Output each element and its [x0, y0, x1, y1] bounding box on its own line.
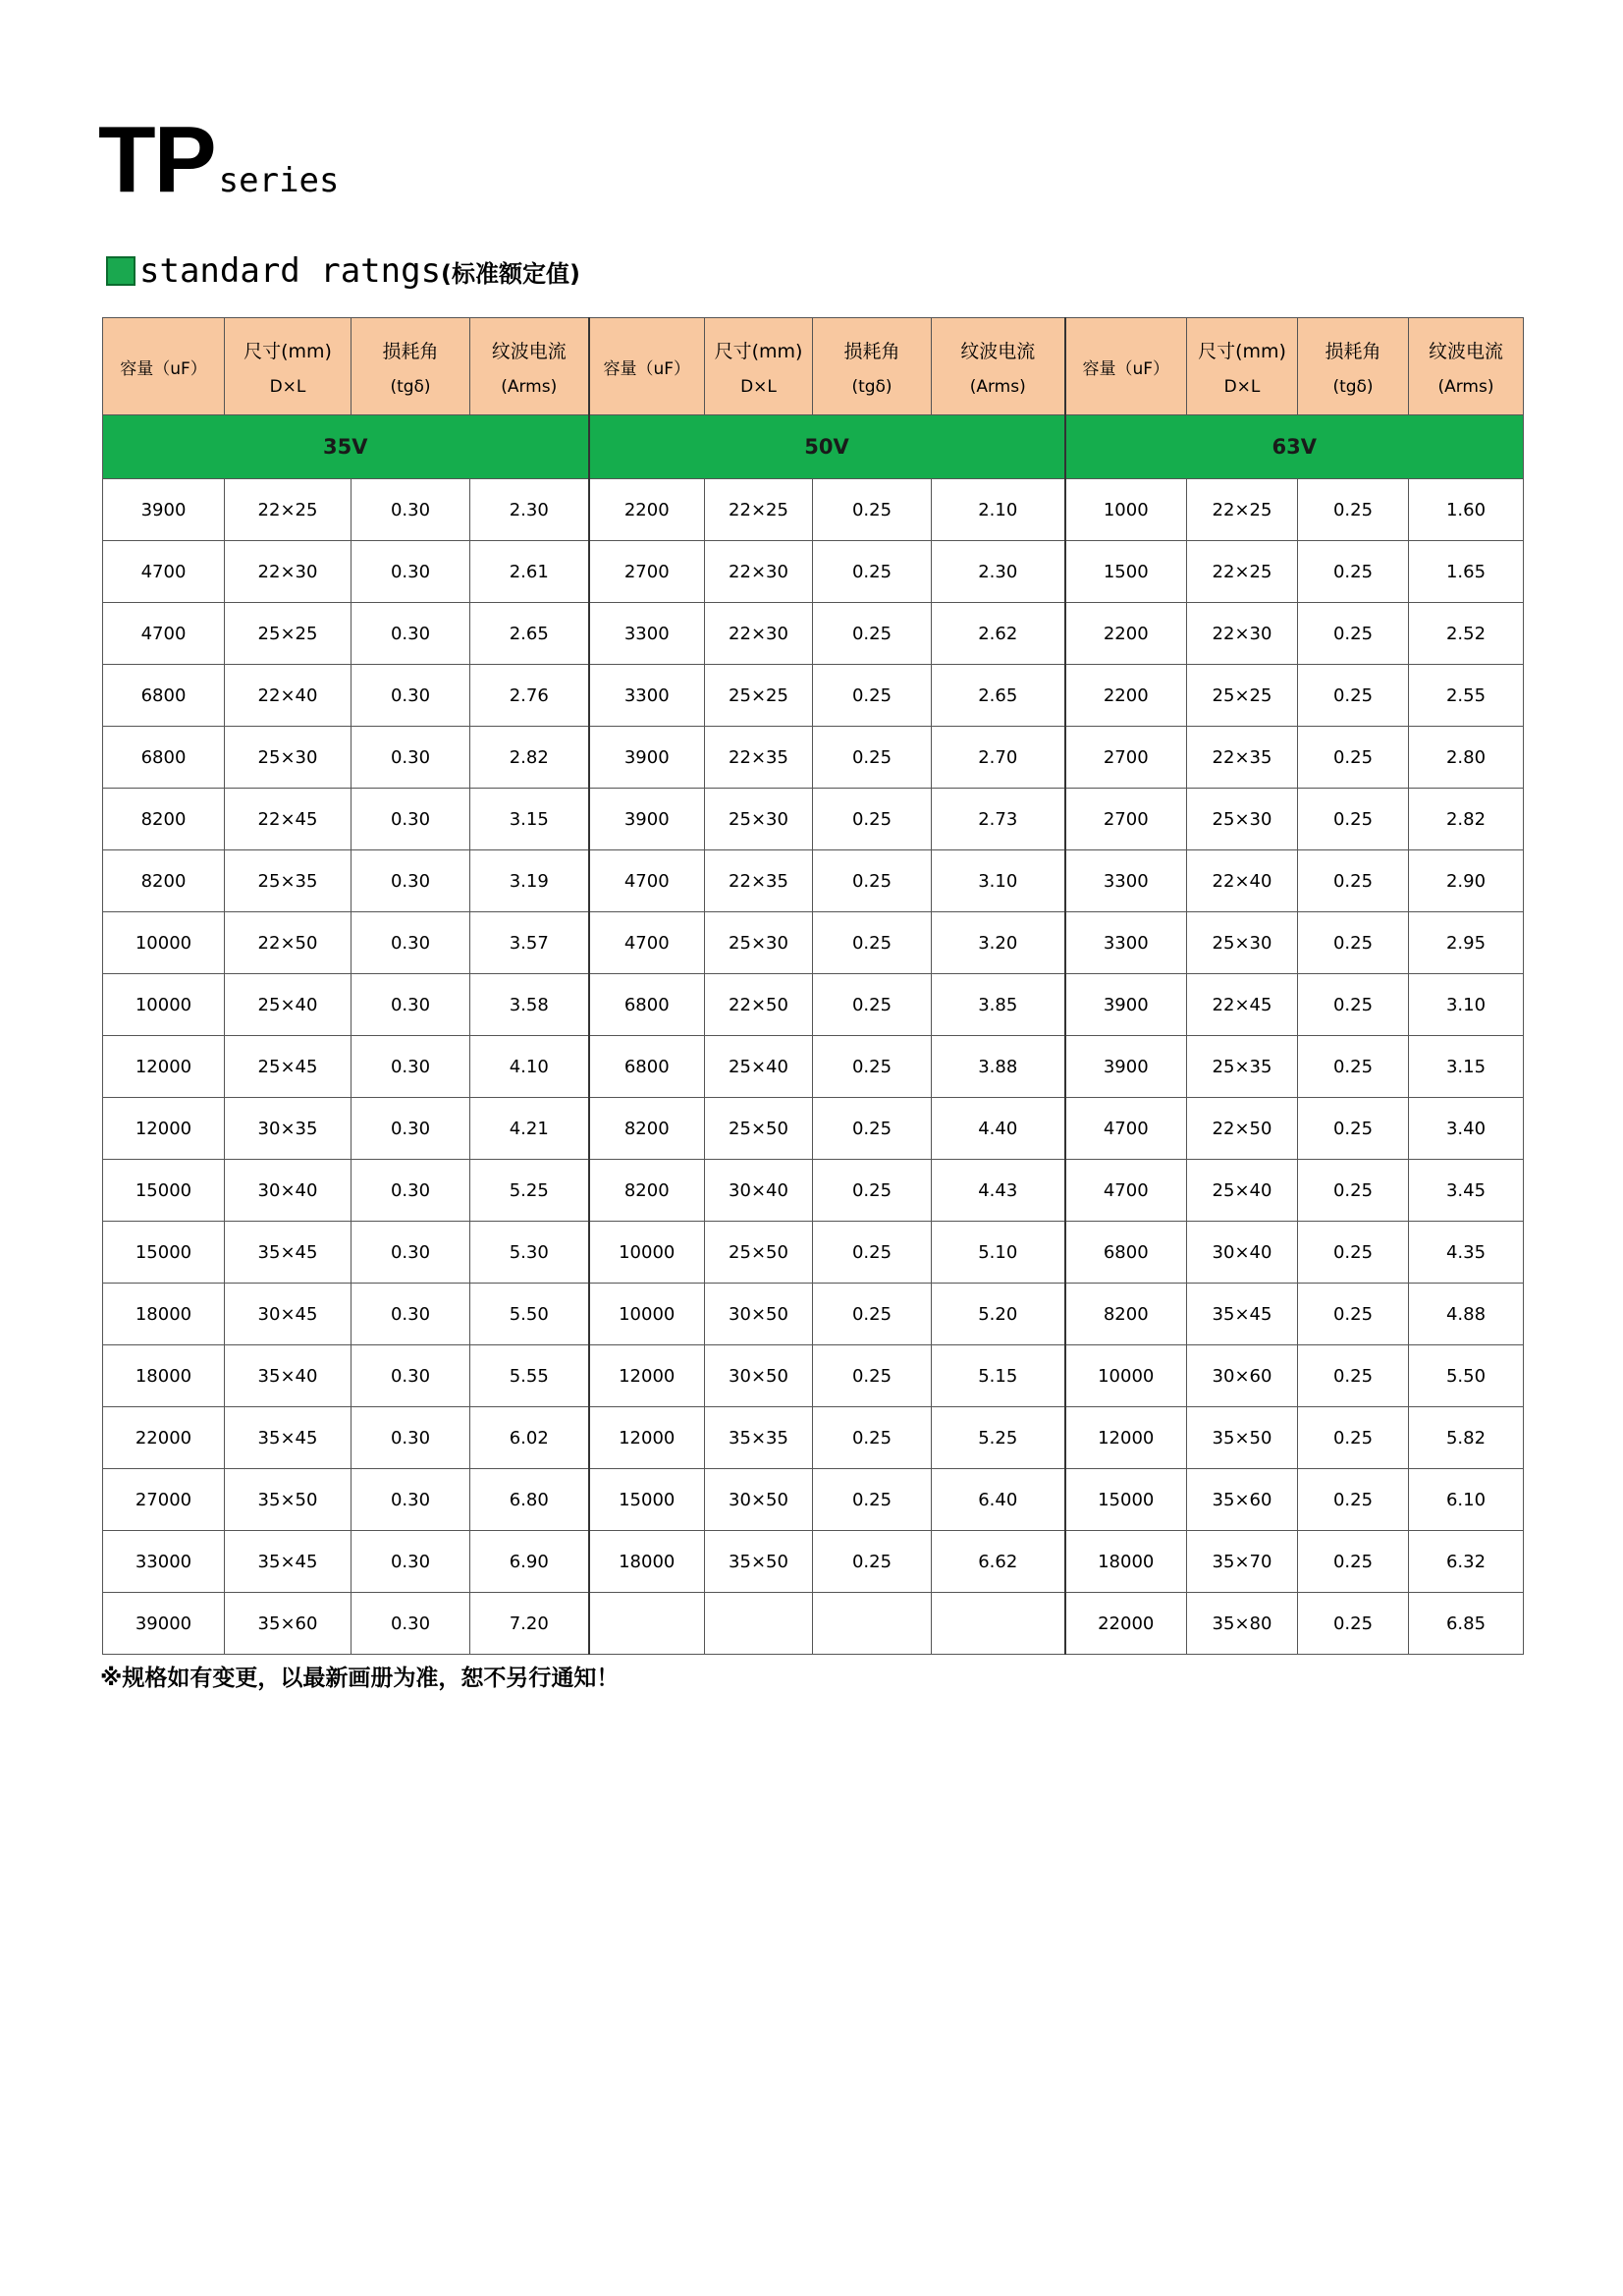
green-square-icon [106, 256, 135, 286]
table-cell: 35×35 [705, 1407, 813, 1469]
table-row [103, 1284, 1524, 1345]
column-header-line2: D×L [740, 376, 777, 397]
table-cell: 22×40 [1187, 850, 1298, 912]
table-cell: 0.25 [1298, 479, 1409, 541]
table-cell: 22×35 [1187, 727, 1298, 789]
table-cell: 5.82 [1409, 1407, 1524, 1469]
table-cell: 33000 [103, 1531, 225, 1593]
column-header-line1: 纹波电流 [491, 340, 567, 362]
table-row [103, 1098, 1524, 1160]
table-cell: 15000 [589, 1469, 705, 1531]
table-cell: 30×50 [705, 1345, 813, 1407]
table-cell: 0.25 [813, 1098, 932, 1160]
column-header-line1: 尺寸(mm) [1198, 340, 1286, 362]
voltage-row [103, 415, 1524, 479]
table-cell: 2.62 [932, 603, 1065, 665]
table-cell: 0.25 [813, 603, 932, 665]
table-cell: 25×25 [705, 665, 813, 727]
table-row [103, 1160, 1524, 1222]
table-cell: 15000 [103, 1222, 225, 1284]
table-cell [705, 1593, 813, 1655]
table-cell: 6.10 [1409, 1469, 1524, 1531]
table-cell: 35×50 [225, 1469, 352, 1531]
table-cell: 15000 [103, 1160, 225, 1222]
table-cell: 5.20 [932, 1284, 1065, 1345]
table-cell: 6.90 [470, 1531, 589, 1593]
table-cell: 2700 [1065, 727, 1187, 789]
table-cell: 0.25 [813, 850, 932, 912]
table-cell: 6.80 [470, 1469, 589, 1531]
table-cell: 25×30 [705, 912, 813, 974]
table-cell: 4700 [589, 850, 705, 912]
table-cell: 22×45 [225, 789, 352, 850]
table-cell: 0.25 [813, 1407, 932, 1469]
table-cell: 0.30 [352, 1222, 470, 1284]
table-cell: 2.82 [470, 727, 589, 789]
column-header-line2: D×L [1223, 376, 1261, 397]
table-cell: 2.76 [470, 665, 589, 727]
table-row [103, 603, 1524, 665]
table-cell: 5.15 [932, 1345, 1065, 1407]
table-cell: 3.57 [470, 912, 589, 974]
table-row [103, 665, 1524, 727]
table-cell: 8200 [589, 1098, 705, 1160]
table-cell: 3.15 [470, 789, 589, 850]
table-cell: 0.25 [1298, 1160, 1409, 1222]
table-cell: 6800 [1065, 1222, 1187, 1284]
column-header [705, 318, 813, 415]
table-cell: 3.85 [932, 974, 1065, 1036]
table-cell: 2.55 [1409, 665, 1524, 727]
table-cell: 25×50 [705, 1222, 813, 1284]
table-cell: 6800 [103, 665, 225, 727]
table-cell: 4700 [589, 912, 705, 974]
table-row [103, 1222, 1524, 1284]
column-header-line2: (tgδ) [1332, 376, 1374, 397]
table-cell: 27000 [103, 1469, 225, 1531]
table-row [103, 479, 1524, 541]
column-header-line1: 尺寸(mm) [243, 340, 332, 362]
table-cell: 0.25 [1298, 1407, 1409, 1469]
table-cell: 10000 [589, 1284, 705, 1345]
column-header-line2: (tgδ) [390, 376, 431, 397]
table-cell: 30×50 [705, 1284, 813, 1345]
table-cell: 4700 [103, 541, 225, 603]
table-cell: 3900 [1065, 1036, 1187, 1098]
table-cell: 0.25 [813, 1531, 932, 1593]
table-cell: 2.70 [932, 727, 1065, 789]
table-cell: 35×60 [1187, 1469, 1298, 1531]
table-cell: 0.25 [1298, 850, 1409, 912]
table-cell: 0.30 [352, 1036, 470, 1098]
table-cell: 35×45 [225, 1531, 352, 1593]
series-name: TP [98, 107, 215, 212]
table-cell: 0.25 [1298, 1469, 1409, 1531]
table-cell: 10000 [1065, 1345, 1187, 1407]
table-cell: 3.19 [470, 850, 589, 912]
table-cell: 3.10 [1409, 974, 1524, 1036]
table-cell: 22×50 [225, 912, 352, 974]
table-cell: 35×40 [225, 1345, 352, 1407]
table-cell: 22×30 [1187, 603, 1298, 665]
table-cell: 0.25 [813, 1222, 932, 1284]
table-cell: 2.82 [1409, 789, 1524, 850]
table-cell: 22×30 [225, 541, 352, 603]
table-cell: 4.10 [470, 1036, 589, 1098]
table-cell: 6.40 [932, 1469, 1065, 1531]
table-cell: 4700 [103, 603, 225, 665]
table-cell: 2.90 [1409, 850, 1524, 912]
table-cell: 3.15 [1409, 1036, 1524, 1098]
table-cell: 25×30 [1187, 789, 1298, 850]
table-cell: 12000 [1065, 1407, 1187, 1469]
table-cell: 22000 [1065, 1593, 1187, 1655]
column-header [103, 318, 225, 415]
table-cell: 4.40 [932, 1098, 1065, 1160]
table-cell: 30×40 [225, 1160, 352, 1222]
voltage-label: 63V [1065, 415, 1524, 479]
table-row [103, 541, 1524, 603]
table-row [103, 789, 1524, 850]
table-cell: 6800 [589, 974, 705, 1036]
column-header [813, 318, 932, 415]
table-cell: 3.45 [1409, 1160, 1524, 1222]
table-cell: 6800 [589, 1036, 705, 1098]
table-cell: 0.25 [813, 912, 932, 974]
table-cell: 0.30 [352, 1345, 470, 1407]
table-cell: 0.30 [352, 603, 470, 665]
column-header-line1: 尺寸(mm) [714, 340, 803, 362]
table-cell: 0.25 [1298, 1098, 1409, 1160]
table-cell: 5.10 [932, 1222, 1065, 1284]
table-cell: 2.65 [932, 665, 1065, 727]
table-cell: 0.30 [352, 789, 470, 850]
table-row [103, 727, 1524, 789]
table-row [103, 974, 1524, 1036]
table-cell: 0.25 [1298, 665, 1409, 727]
table-cell: 3.58 [470, 974, 589, 1036]
column-header-line1: 损耗角 [382, 340, 439, 362]
column-header-line1: 纹波电流 [960, 340, 1036, 362]
table-cell: 2.10 [932, 479, 1065, 541]
column-header-line2: (Arms) [969, 376, 1026, 397]
section-title-cn: (标准额定值) [441, 259, 580, 288]
table-cell: 5.25 [470, 1160, 589, 1222]
table-cell: 30×45 [225, 1284, 352, 1345]
table-cell: 2.95 [1409, 912, 1524, 974]
table-cell: 0.30 [352, 1284, 470, 1345]
table-cell: 2.73 [932, 789, 1065, 850]
table-cell: 18000 [1065, 1531, 1187, 1593]
table-cell: 18000 [103, 1345, 225, 1407]
table-cell: 7.20 [470, 1593, 589, 1655]
table-cell: 25×35 [225, 850, 352, 912]
table-cell: 35×60 [225, 1593, 352, 1655]
table-cell: 5.50 [470, 1284, 589, 1345]
table-cell [589, 1593, 705, 1655]
column-header-line2: (Arms) [1437, 376, 1494, 397]
footer-note: ※规格如有变更，以最新画册为准，恕不另行通知！ [100, 1666, 620, 1691]
table-cell: 4.88 [1409, 1284, 1524, 1345]
table-cell: 22×25 [225, 479, 352, 541]
table-row [103, 1531, 1524, 1593]
table-cell: 8200 [589, 1160, 705, 1222]
table-cell: 3900 [589, 727, 705, 789]
table-cell: 22×25 [1187, 541, 1298, 603]
voltage-label: 50V [589, 415, 1065, 479]
table-row [103, 912, 1524, 974]
ratings-table [102, 317, 1524, 1655]
table-cell: 4.43 [932, 1160, 1065, 1222]
table-cell: 35×45 [225, 1407, 352, 1469]
table-cell: 6.32 [1409, 1531, 1524, 1593]
table-row [103, 1593, 1524, 1655]
table-cell: 0.25 [1298, 1345, 1409, 1407]
table-cell: 0.30 [352, 1469, 470, 1531]
table-cell: 2.52 [1409, 603, 1524, 665]
table-cell: 2700 [589, 541, 705, 603]
table-cell: 5.25 [932, 1407, 1065, 1469]
table-cell: 0.30 [352, 541, 470, 603]
table-cell: 0.25 [813, 1345, 932, 1407]
column-header [1298, 318, 1409, 415]
table-cell: 10000 [103, 974, 225, 1036]
table-cell: 0.25 [813, 665, 932, 727]
table-cell: 6.85 [1409, 1593, 1524, 1655]
table-cell: 4.35 [1409, 1222, 1524, 1284]
column-header [1065, 318, 1187, 415]
table-cell: 35×50 [705, 1531, 813, 1593]
table-cell: 0.25 [813, 789, 932, 850]
table-cell: 2200 [1065, 665, 1187, 727]
series-label: series [218, 161, 340, 200]
table-cell: 8200 [1065, 1284, 1187, 1345]
table-cell: 22×25 [705, 479, 813, 541]
table-row [103, 850, 1524, 912]
table-cell: 0.25 [1298, 727, 1409, 789]
table-cell: 30×40 [705, 1160, 813, 1222]
table-cell: 4.21 [470, 1098, 589, 1160]
table-cell: 35×45 [1187, 1284, 1298, 1345]
table-cell: 0.25 [1298, 541, 1409, 603]
table-cell [813, 1593, 932, 1655]
table-cell: 1500 [1065, 541, 1187, 603]
table-cell: 22×35 [705, 850, 813, 912]
table-cell: 0.25 [1298, 1284, 1409, 1345]
table-cell: 25×50 [705, 1098, 813, 1160]
voltage-label: 35V [103, 415, 589, 479]
table-cell: 1.60 [1409, 479, 1524, 541]
column-header-line1: 损耗角 [1325, 340, 1381, 362]
table-cell: 22×50 [1187, 1098, 1298, 1160]
table-cell: 0.25 [813, 1284, 932, 1345]
column-header [1409, 318, 1524, 415]
table-cell: 0.30 [352, 1160, 470, 1222]
table-cell: 0.30 [352, 727, 470, 789]
column-header [589, 318, 705, 415]
table-cell: 30×50 [705, 1469, 813, 1531]
table-cell: 25×45 [225, 1036, 352, 1098]
table-cell [932, 1593, 1065, 1655]
table-cell: 0.25 [813, 974, 932, 1036]
table-cell: 3.20 [932, 912, 1065, 974]
table-cell: 3900 [103, 479, 225, 541]
column-header-line2: (Arms) [501, 376, 558, 397]
table-cell: 22×35 [705, 727, 813, 789]
table-cell: 3900 [1065, 974, 1187, 1036]
table-cell: 22×30 [705, 541, 813, 603]
column-header-line2: 容量（uF） [120, 358, 207, 379]
table-cell: 18000 [589, 1531, 705, 1593]
table-cell: 25×40 [225, 974, 352, 1036]
table-cell: 25×30 [225, 727, 352, 789]
table-cell: 0.25 [1298, 974, 1409, 1036]
table-cell: 0.25 [1298, 1222, 1409, 1284]
table-cell: 5.55 [470, 1345, 589, 1407]
table-cell: 25×40 [705, 1036, 813, 1098]
table-cell: 0.25 [1298, 789, 1409, 850]
table-cell: 3300 [1065, 912, 1187, 974]
column-header [470, 318, 589, 415]
table-cell: 0.30 [352, 479, 470, 541]
table-cell: 1.65 [1409, 541, 1524, 603]
column-header-line2: D×L [269, 376, 306, 397]
table-cell: 2.65 [470, 603, 589, 665]
table-cell: 25×25 [1187, 665, 1298, 727]
column-header [225, 318, 352, 415]
table-cell: 0.25 [1298, 912, 1409, 974]
table-cell: 3.88 [932, 1036, 1065, 1098]
table-cell: 0.25 [813, 541, 932, 603]
table-cell: 12000 [589, 1345, 705, 1407]
table-cell: 0.30 [352, 974, 470, 1036]
table-cell: 39000 [103, 1593, 225, 1655]
table-cell: 18000 [103, 1284, 225, 1345]
column-header [1187, 318, 1298, 415]
table-cell: 6.02 [470, 1407, 589, 1469]
table-cell: 0.30 [352, 850, 470, 912]
table-cell: 3300 [589, 665, 705, 727]
table-cell: 0.25 [1298, 603, 1409, 665]
table-cell: 0.30 [352, 1531, 470, 1593]
table-cell: 0.30 [352, 665, 470, 727]
table-cell: 2200 [1065, 603, 1187, 665]
table-cell: 8200 [103, 850, 225, 912]
table-cell: 0.25 [1298, 1036, 1409, 1098]
table-cell: 1000 [1065, 479, 1187, 541]
table-cell: 10000 [589, 1222, 705, 1284]
table-cell: 12000 [103, 1036, 225, 1098]
table-cell: 6800 [103, 727, 225, 789]
table-cell: 0.25 [813, 479, 932, 541]
table-cell: 4700 [1065, 1160, 1187, 1222]
table-cell: 10000 [103, 912, 225, 974]
table-cell: 0.25 [1298, 1593, 1409, 1655]
table-cell: 25×25 [225, 603, 352, 665]
table-cell: 35×45 [225, 1222, 352, 1284]
table-cell: 0.30 [352, 1098, 470, 1160]
table-cell: 3.40 [1409, 1098, 1524, 1160]
table-cell: 2700 [1065, 789, 1187, 850]
header-row [103, 318, 1524, 415]
table-cell: 8200 [103, 789, 225, 850]
column-header-line1: 损耗角 [843, 340, 900, 362]
table-cell: 0.25 [813, 1469, 932, 1531]
table-cell: 22×50 [705, 974, 813, 1036]
column-header [932, 318, 1065, 415]
table-cell: 30×35 [225, 1098, 352, 1160]
table-row [103, 1036, 1524, 1098]
table-cell: 35×50 [1187, 1407, 1298, 1469]
column-header-line1: 纹波电流 [1428, 340, 1503, 362]
column-header-line2: 容量（uF） [603, 358, 691, 379]
table-cell: 3300 [589, 603, 705, 665]
ratings-table-body [103, 318, 1524, 1655]
table-cell: 12000 [589, 1407, 705, 1469]
table-row [103, 1469, 1524, 1531]
table-cell: 22×45 [1187, 974, 1298, 1036]
table-cell: 22×25 [1187, 479, 1298, 541]
table-cell: 35×70 [1187, 1531, 1298, 1593]
table-cell: 25×30 [1187, 912, 1298, 974]
table-cell: 3900 [589, 789, 705, 850]
table-cell: 4700 [1065, 1098, 1187, 1160]
table-cell: 2.30 [470, 479, 589, 541]
table-cell: 12000 [103, 1098, 225, 1160]
table-cell: 30×60 [1187, 1345, 1298, 1407]
table-cell: 0.25 [813, 727, 932, 789]
column-header-line2: (tgδ) [851, 376, 893, 397]
table-row [103, 1345, 1524, 1407]
table-cell: 15000 [1065, 1469, 1187, 1531]
table-cell: 6.62 [932, 1531, 1065, 1593]
table-cell: 0.25 [813, 1036, 932, 1098]
page-title [98, 107, 340, 212]
table-cell: 25×35 [1187, 1036, 1298, 1098]
section-title-en: standard ratngs [139, 251, 442, 291]
table-cell: 25×40 [1187, 1160, 1298, 1222]
table-cell: 25×30 [705, 789, 813, 850]
table-row [103, 1407, 1524, 1469]
table-cell: 2.61 [470, 541, 589, 603]
column-header-line2: 容量（uF） [1082, 358, 1170, 379]
table-cell: 0.25 [1298, 1531, 1409, 1593]
table-cell: 3300 [1065, 850, 1187, 912]
table-cell: 22000 [103, 1407, 225, 1469]
table-cell: 5.50 [1409, 1345, 1524, 1407]
table-cell: 2.30 [932, 541, 1065, 603]
table-cell: 3.10 [932, 850, 1065, 912]
table-cell: 22×40 [225, 665, 352, 727]
table-cell: 0.30 [352, 912, 470, 974]
table-cell: 35×80 [1187, 1593, 1298, 1655]
table-cell: 30×40 [1187, 1222, 1298, 1284]
table-cell: 2200 [589, 479, 705, 541]
table-cell: 5.30 [470, 1222, 589, 1284]
table-cell: 22×30 [705, 603, 813, 665]
table-cell: 0.30 [352, 1407, 470, 1469]
table-cell: 2.80 [1409, 727, 1524, 789]
column-header [352, 318, 470, 415]
table-cell: 0.25 [813, 1160, 932, 1222]
table-cell: 0.30 [352, 1593, 470, 1655]
section-heading [106, 251, 580, 291]
